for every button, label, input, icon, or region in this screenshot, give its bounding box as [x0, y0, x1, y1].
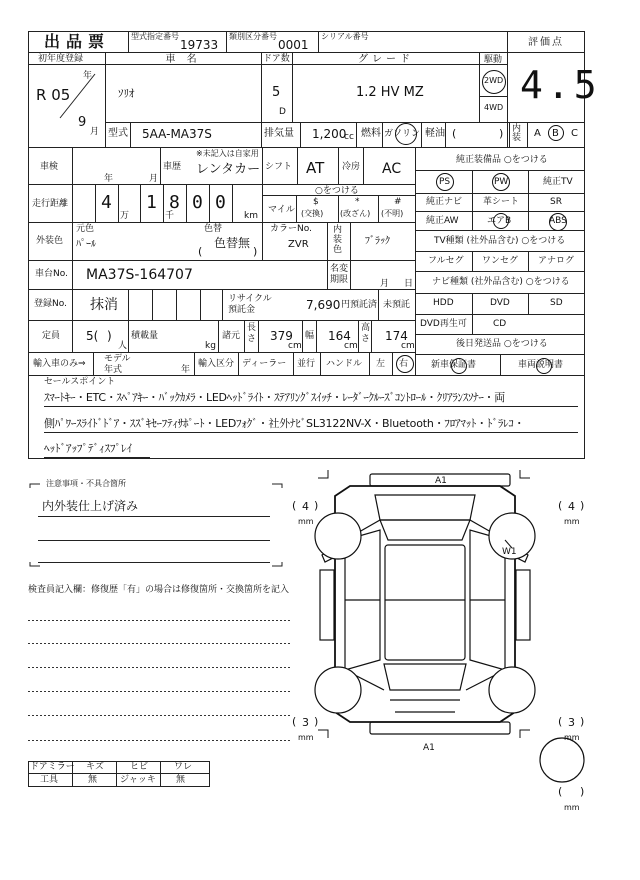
door-type: D	[279, 107, 286, 117]
import-type-label: 輸入区分	[198, 359, 235, 369]
opt-tv: 純正TV	[543, 177, 573, 187]
length-unit: cm	[288, 341, 302, 351]
later-title: 後日発送品 ○をつける	[456, 339, 548, 349]
tv-analog: アナログ	[538, 256, 575, 266]
legend-h2: キズ	[86, 762, 104, 772]
color-change-value: 色替無	[214, 236, 251, 250]
equipment-title: 純正装備品 ○をつける	[456, 155, 548, 165]
interior-c: C	[571, 128, 578, 139]
import-label: 輸入車のみ⇒	[33, 359, 86, 369]
height-label: 高さ	[361, 323, 371, 344]
diagram-top-mark: A1	[435, 476, 447, 486]
capacity-paren: )	[107, 329, 112, 343]
import-parallel: 並行	[297, 359, 316, 369]
dims-label: 諸元	[222, 331, 241, 341]
mileage-digit-1: 4	[101, 192, 112, 213]
interior-a: A	[534, 128, 541, 139]
inspection-month-unit: 月	[149, 174, 159, 184]
name-change-month: 月	[380, 279, 390, 289]
navi-cd: CD	[493, 319, 507, 329]
auction-sheet: 出品票 型式指定番号 19733 類別区分番号 0001 シリアル番号 評価点 4.5 初年度登録 年 R 05 9 月 車 名 ｿﾘｵ ドア数 5 D グレード 1.2 HV MZ 駆動 2WD 4WD 型式 5AA-MA37S 排気量 1,200 cc 燃料 ガソリン 軽油 ( ) 内装 A B C 車検 年 月 ※未記入は自家用 車歴 レンタカー シフト AT 冷房 AC 走行距離 4 万 1 千 8 0 0 km ○をつける マイル $ (交換) * (改ざん) # (不明) 外装色 元色 ﾊﾟｰﾙ 色替 色替無 ( ) カラーNo. ZVR 内装色 ﾌﾞﾗｯｸ 車台No. MA37S-164707 名変期限 月 日 登録No. 抹消 リサイクル預託金 7,690 円預託済 未預託 定員 5( ) 人 積載量 kg 諸元 長さ 379 cm 幅 164 cm 高さ 174 cm 輸入車のみ⇒ モデル年式 年 輸入区分 ディーラー 並行 ハンドル 左 右 純正装備品 ○をつける PS PW 純正TV 純正ナビ 革シート SR 純正AW エアB ABS TV種類 (社外品含む) ○をつける フルセグ ワンセグ アナログ ナビ種類 (社外品含む) ○をつける HDD DVD SD DVD再生可 CD 後日発送品 ○をつける 新車保証書 車両説明書 セールスポイント ｽﾏｰﾄｷｰ・ETC・ｽﾍﾟｱｷｰ・ﾊﾞｯｸｶﾒﾗ・LEDﾍｯﾄﾞﾗｲﾄ・ｽﾃｱﾘﾝｸﾞｽｲｯﾁ・ﾚｰﾀﾞｰｸﾙｰｽﾞｺﾝﾄﾛｰﾙ・ｸﾘｱﾗﾝｽｿﾅｰ・両 側ﾊﾟﾜｰｽﾗｲﾄﾞﾄﾞｱ・ｽｽﾞｷｾｰﾌﾃｨｻﾎﾟｰﾄ・LEDﾌｫｸﾞ・社外ﾅﾋﾞSL3122NV-X・Bluetooth・ﾌﾛｱﾏｯﾄ・ﾄﾞﾗﾚｺ・ ﾍｯﾄﾞｱｯﾌﾟﾃﾞｨｽﾌﾟﾚｲ 注意事項・不具合箇所 内外装仕上げ済み 検査員記入欄：修復歴「有」の場合は修復箇所・交換箇所を記入 ドアミラー キズ ヒビ ワレ 工具 無 ジャッキ 無 A1 A1 W1 ( 4 ) mm ( 4 ) mm ( 3 ) mm ( 3 ) mm ( ) mm	[0, 0, 640, 880]
purpose-value: レンタカー	[196, 162, 261, 177]
height-unit: cm	[401, 341, 415, 351]
score-label: 評価点	[528, 37, 564, 48]
registration-label: 登録No.	[34, 299, 67, 309]
handle-right: 右	[399, 359, 409, 369]
tread-front-right-unit: mm	[564, 517, 580, 526]
legend-r1: 工具	[40, 775, 59, 785]
ac-label: 冷房	[342, 162, 361, 172]
mileage-star: *	[355, 197, 360, 207]
color-number-value: ZVR	[288, 239, 309, 250]
exterior-color-label: 外装色	[36, 236, 64, 246]
mileage-km-unit: km	[244, 211, 258, 221]
recycle-status: 未預託	[383, 300, 411, 310]
import-dealer: ディーラー	[242, 359, 287, 369]
tread-front-right: 4	[568, 500, 575, 513]
color-change-label: 色替	[204, 224, 223, 234]
registration-value: 抹消	[90, 297, 118, 313]
name-change-day: 日	[404, 279, 414, 289]
navi-dvd-play: DVD再生可	[420, 319, 467, 329]
shift-value: AT	[306, 159, 325, 177]
car-name-value: ｿﾘｵ	[118, 87, 135, 100]
tread-front-left-unit: mm	[298, 517, 314, 526]
opt-pw: PW	[494, 177, 509, 187]
navi-hdd: HDD	[433, 298, 454, 308]
type-number-value: 19733	[180, 38, 219, 52]
tread-rear-right: 3	[568, 716, 575, 729]
sales-point-line-3: ﾍｯﾄﾞｱｯﾌﾟﾃﾞｨｽﾌﾟﾚｲ	[44, 442, 132, 455]
capacity-unit: 人	[118, 341, 128, 351]
tread-spare-unit: mm	[564, 803, 580, 812]
legend-h1: ドアミラー	[30, 762, 75, 772]
recycle-label: リサイクル預託金	[228, 294, 272, 315]
load-label: 積載量	[131, 331, 159, 341]
length-value: 379	[270, 329, 293, 343]
mileage-star-note: (改ざん)	[340, 209, 371, 218]
category-number-value: 0001	[278, 38, 309, 52]
inspector-notes-label: 検査員記入欄：修復歴「有」の場合は修復箇所・交換箇所を記入	[28, 585, 290, 595]
first-registration-label: 初年度登録	[38, 54, 84, 64]
legend-h3: ヒビ	[130, 762, 149, 772]
mileage-hash-note: (不明)	[381, 209, 404, 218]
handle-label: ハンドル	[326, 359, 363, 369]
displacement-value: 1,200	[312, 127, 347, 141]
sales-point-line-1: ｽﾏｰﾄｷｰ・ETC・ｽﾍﾟｱｷｰ・ﾊﾞｯｸｶﾒﾗ・LEDﾍｯﾄﾞﾗｲﾄ・ｽﾃｱﾘﾝｸﾞｽｲｯﾁ・ﾚｰﾀﾞｰｸﾙｰｽﾞｺﾝﾄﾛｰﾙ・ｸﾘｱﾗﾝｽｿﾅｰ・両	[44, 391, 505, 404]
drive-2wd: 2WD	[484, 76, 504, 85]
opt-sr: SR	[550, 197, 562, 207]
category-number-label: 類別区分番号	[229, 32, 277, 41]
width-label: 幅	[305, 331, 315, 341]
capacity-label: 定員	[42, 331, 61, 341]
recycle-value: 7,690	[306, 298, 341, 312]
purpose-note: ※未記入は自家用	[196, 149, 259, 158]
purpose-label: 車歴	[163, 162, 182, 172]
opt-navi: 純正ナビ	[426, 197, 463, 207]
later-manual: 車両説明書	[518, 360, 564, 370]
interior-b: B	[552, 128, 559, 139]
model-year-unit: 年	[181, 365, 191, 375]
opt-abs: ABS	[549, 216, 567, 226]
length-label: 長さ	[247, 323, 257, 344]
tread-rear-left-unit: mm	[298, 733, 314, 742]
recycle-unit: 円預託済	[341, 300, 378, 310]
first-reg-year: R 05	[36, 86, 71, 104]
width-unit: cm	[344, 341, 358, 351]
handle-left: 左	[376, 359, 386, 369]
serial-number-label: シリアル番号	[321, 32, 369, 41]
door-label: ドア数	[263, 54, 290, 64]
legend-r2: 無	[88, 775, 98, 785]
capacity-value: 5(	[86, 329, 99, 343]
legend-h4: ワレ	[174, 762, 193, 772]
drive-4wd: 4WD	[484, 103, 504, 112]
mileage-label: 走行距離	[32, 199, 69, 209]
color-number-label: カラーNo.	[270, 224, 312, 234]
original-color-label: 元色	[76, 224, 95, 234]
mileage-unit-sen: 千	[165, 211, 175, 221]
diagram-bottom-mark: A1	[423, 743, 435, 753]
car-name-label: 車 名	[165, 54, 201, 65]
legend-r3: ジャッキ	[120, 775, 156, 785]
mileage-digit-2: 1	[146, 192, 157, 213]
fuel-label: 燃料	[361, 128, 381, 139]
mileage-dollar: $	[313, 197, 319, 207]
interior-label: 内装	[512, 124, 522, 143]
tread-front-left: 4	[302, 500, 309, 513]
inspection-label: 車検	[40, 162, 59, 172]
load-unit: kg	[205, 341, 216, 351]
chassis-value: MA37S-164707	[86, 267, 193, 283]
door-count: 5	[272, 85, 281, 100]
legend-r4: 無	[176, 775, 186, 785]
grade-value: 1.2 HV MZ	[356, 85, 424, 100]
ac-value: AC	[382, 161, 402, 177]
first-reg-year-unit: 年	[83, 71, 93, 81]
interior-color-label: 内装色	[333, 225, 343, 255]
tv-fullseg: フルセグ	[428, 256, 464, 266]
sales-point-label: セールスポイント	[44, 377, 116, 387]
navi-type-title: ナビ種類 (社外品含む) ○をつける	[432, 277, 570, 287]
name-change-label: 名変期限	[330, 264, 349, 285]
score-value: 4.5	[520, 63, 601, 107]
tread-rear-left: 3	[302, 716, 309, 729]
grade-label: グレード	[358, 54, 414, 65]
drive-label: 駆動	[484, 55, 503, 65]
width-value: 164	[328, 329, 351, 343]
mile-label: マイル	[268, 205, 295, 215]
chassis-label: 車台No.	[35, 269, 68, 279]
notes-line-1: 内外装仕上げ済み	[42, 499, 139, 513]
opt-ps: PS	[439, 177, 451, 187]
mileage-dollar-note: (交換)	[301, 209, 324, 218]
first-reg-month: 9	[78, 115, 87, 130]
navi-sd: SD	[550, 298, 563, 308]
inspection-year-unit: 年	[104, 174, 114, 184]
opt-airbag: エアB	[487, 216, 512, 226]
notes-label: 注意事項・不具合箇所	[46, 479, 126, 488]
tread-rear-right-unit: mm	[564, 733, 580, 742]
mileage-digit-3: 8	[169, 192, 180, 213]
opt-leather: 革シート	[483, 197, 520, 207]
interior-color-value: ﾌﾞﾗｯｸ	[365, 236, 390, 247]
kerosene-label: 軽油	[425, 128, 445, 139]
navi-dvd: DVD	[490, 298, 510, 308]
diagram-side-mark: W1	[502, 547, 517, 557]
shift-label: シフト	[265, 162, 293, 172]
model-value: 5AA-MA37S	[142, 127, 212, 141]
type-number-label: 型式指定番号	[131, 32, 179, 41]
height-value: 174	[385, 329, 408, 343]
model-year-label: モデル年式	[104, 354, 131, 375]
first-reg-month-unit: 月	[90, 127, 100, 137]
original-color-value: ﾊﾟｰﾙ	[76, 239, 96, 250]
mileage-circle-note: ○をつける	[315, 186, 359, 196]
displacement-unit: cc	[344, 132, 354, 142]
mileage-digit-5: 0	[215, 192, 226, 213]
sheet-title: 出品票	[44, 32, 111, 51]
later-warranty: 新車保証書	[431, 360, 477, 370]
fuel-gasoline: ガソリン	[384, 129, 421, 139]
model-label: 型式	[108, 128, 128, 139]
mileage-digit-4: 0	[192, 192, 203, 213]
mileage-unit-man: 万	[120, 211, 130, 221]
sales-point-line-2: 側ﾊﾟﾜｰｽﾗｲﾄﾞﾄﾞｱ・ｽｽﾞｷｾｰﾌﾃｨｻﾎﾟｰﾄ・LEDﾌｫｸﾞ・社外ﾅﾋﾞSL3122NV-X・Bluetooth・ﾌﾛｱﾏｯﾄ・ﾄﾞﾗﾚｺ・	[44, 417, 525, 430]
displacement-label: 排気量	[264, 128, 294, 139]
opt-aw: 純正AW	[426, 216, 459, 226]
tv-oneseg: ワンセグ	[482, 256, 519, 266]
mileage-hash: #	[394, 197, 402, 207]
tv-type-title: TV種類 (社外品含む) ○をつける	[434, 236, 566, 246]
